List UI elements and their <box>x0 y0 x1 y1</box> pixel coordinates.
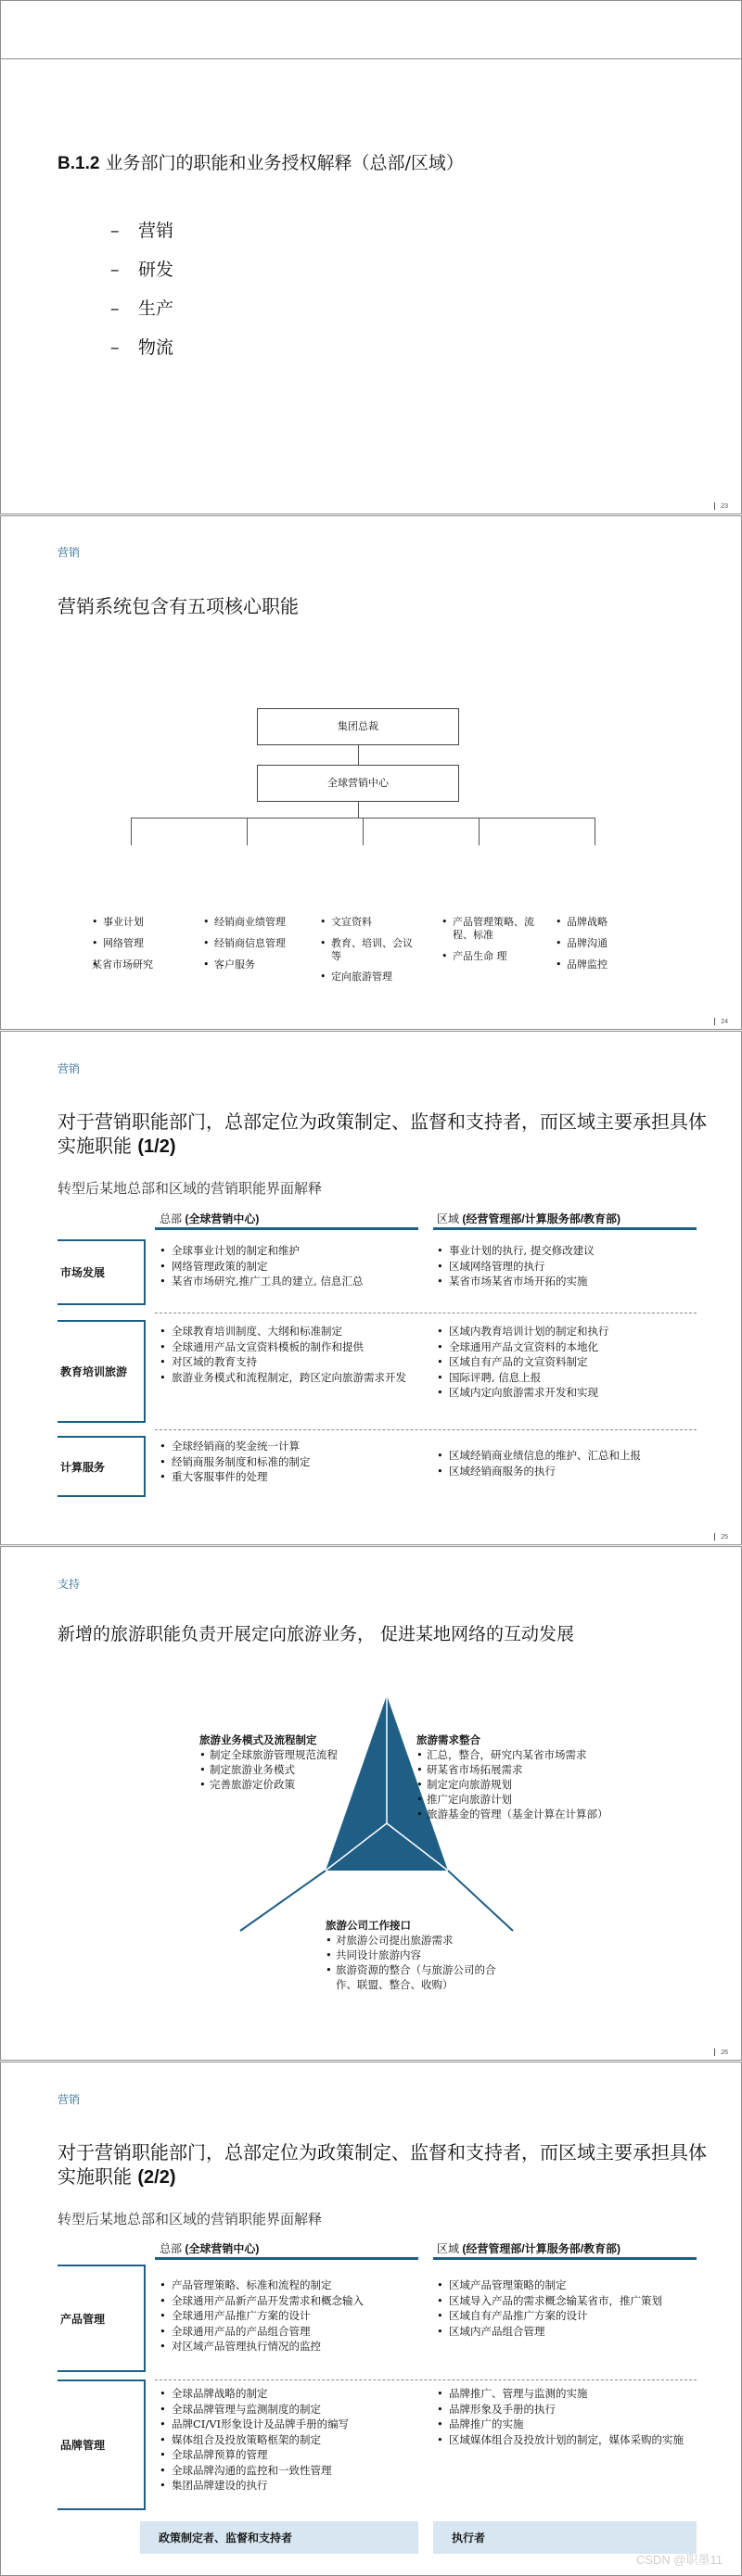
function-column <box>320 916 413 992</box>
region-header: 区域 (经营管理部/计算服务部/教育部) <box>437 1212 621 1225</box>
function-column <box>441 916 534 971</box>
connector <box>358 802 359 818</box>
row-divider <box>155 2379 697 2380</box>
hq-header: 总部 (全球营销中心) <box>160 1212 260 1225</box>
region-header-rule <box>433 1227 697 1230</box>
connector <box>247 818 248 845</box>
block-heading: 旅游需求整合 <box>416 1733 480 1746</box>
connector <box>131 818 132 845</box>
list-item: • 品牌战略 <box>556 916 639 929</box>
list-item: • 网络管理 <box>92 937 194 950</box>
page-number: 23 <box>714 502 728 510</box>
region-header-rule <box>433 2257 697 2260</box>
region-header: 区域 (经营管理部/计算服务部/教育部) <box>437 2242 621 2255</box>
row-label: 产品管理 <box>58 2265 146 2372</box>
slide-title: 对于营销职能部门，总部定位为政策制定、监督和支持者，而区域主要承担具体实施职能 (1/2) <box>58 1110 707 1157</box>
list-item: – 生产 <box>110 298 174 319</box>
function-column <box>92 916 194 979</box>
list-item: • 品牌沟通 <box>556 937 639 950</box>
process-block: 旅游业务模式及流程制定 • 制定全球旅游管理规范流程 • 制定旅游业务模式 • 完善旅游定价政策 <box>199 1732 385 1792</box>
list-item: • 产品生命 理 <box>441 950 534 963</box>
list-item: – 物流 <box>110 337 174 358</box>
org-box-president: 集团总裁 <box>257 708 459 745</box>
row-divider <box>155 1429 697 1430</box>
hq-cell: • 全球品牌战略的制定 • 全球品牌管理与监测制度的制定 • 品牌CI/VI形象设计及品牌手册的编写 • 媒体组合及投放策略框架的制定 • 全球品牌预算的管理 • 全球品牌沟通的监控和一致性管理 • 集团品牌建设的执行 <box>160 2387 419 2494</box>
slide-4 <box>0 1546 742 2061</box>
section-label: 支持 <box>58 1578 81 1591</box>
page-number: 24 <box>714 1018 728 1025</box>
slide-subtitle: 转型后某地总部和区域的营销职能界面解释 <box>58 2211 323 2227</box>
slide-subtitle: 转型后某地总部和区域的营销职能界面解释 <box>58 1180 323 1197</box>
role-hq: 政策制定者、监督和支持者 <box>140 2521 418 2554</box>
slide-title: 营销系统包含有五项核心职能 <box>58 595 299 617</box>
function-column <box>203 916 305 979</box>
role-region: 执行者 <box>433 2521 697 2554</box>
watermark: CSDN @职墨11 <box>635 2553 723 2567</box>
list-item: • 产品管理策略、流程、标准 <box>441 916 534 942</box>
base-line-left <box>240 1871 326 1931</box>
title-code: B.1.2 <box>58 154 100 173</box>
list-item: • 文宣资料 <box>320 916 413 929</box>
page-number: 26 <box>714 2049 728 2056</box>
list-item: • 经销商业绩管理 <box>203 916 305 929</box>
hq-cell: • 全球教育培训制度、大纲和标准制定 • 全球通用产品文宣资料模板的制作和提供 • 对区域的教育支持 • 旅游业务模式和流程制定，跨区定向旅游需求开发 <box>160 1325 419 1386</box>
row-label: 计算服务 <box>58 1436 146 1497</box>
row-label: 教育培训旅游 <box>58 1320 146 1423</box>
slide-3 <box>0 1031 742 1545</box>
slide-1-title <box>58 149 464 174</box>
slide-title: 新增的旅游职能负责开展定向旅游业务， 促进某地网络的互动发展 <box>58 1624 575 1644</box>
interface-block: 旅游公司工作接口 • 对旅游公司提出旅游需求 • 共同设计旅游内容 • 旅游资源的整合（与旅游公司的合作、联盟、整合、收购） <box>326 1918 516 1992</box>
section-label: 营销 <box>58 2093 81 2106</box>
connector <box>479 818 480 845</box>
connector <box>363 818 364 845</box>
list-item: • 客户服务 <box>203 958 305 971</box>
hq-cell: • 全球经销商的奖金统一计算 • 经销商服务制度和标准的制定 • 重大客服事件的处理 <box>160 1440 419 1486</box>
block-heading: 旅游公司工作接口 <box>326 1919 411 1932</box>
department-list <box>110 211 173 367</box>
list-item: • 经销商信息管理 <box>203 937 305 950</box>
region-cell: • 区域产品管理策略的制定 • 区域导入产品的需求概念输某省市，推广策划 • 区域自有产品推广方案的设计 • 区域内产品组合管理 <box>437 2278 697 2340</box>
hq-cell: • 全球事业计划的制定和维护 • 网络管理政策的制定 • 某省市场研究,推广工具的建立, 信息汇总 <box>160 1244 419 1290</box>
page-number: 25 <box>714 1533 728 1541</box>
section-label: 营销 <box>58 546 81 559</box>
slide-2 <box>0 515 742 1030</box>
top-rule <box>1 58 742 59</box>
demand-block: 旅游需求整合 • 汇总，整合，研究内某省市场需求 • 研某省市场拓展需求 • 制定定向旅游规划 • 推广定向旅游计划 • 旅游基金的管理（基金计算在计算部） <box>416 1732 658 1822</box>
block-heading: 旅游业务模式及流程制定 <box>199 1733 317 1746</box>
row-label: 市场发展 <box>58 1239 146 1305</box>
slide-title: 对于营销职能部门，总部定位为政策制定、监督和支持者，而区域主要承担具体实施职能 (2/2) <box>58 2141 707 2188</box>
list-item: • 品牌监控 <box>556 958 639 971</box>
function-column <box>556 916 639 979</box>
hq-cell: • 产品管理策略、标准和流程的制定 • 全球通用产品新产品开发需求和概念输入 • 全球通用产品推广方案的设计 • 全球通用产品的产品组合管理 • 对区域产品管理执行情况的监控 <box>160 2278 419 2355</box>
region-cell: • 区域经销商业绩信息的维护、汇总和上报 • 区域经销商服务的执行 <box>437 1449 697 1479</box>
list-item: • 事业计划 <box>92 916 194 929</box>
hq-header: 总部 (全球营销中心) <box>160 2242 260 2255</box>
title-text: 业务部门的职能和业务授权解释（总部/区域） <box>105 153 464 173</box>
slide-1 <box>0 0 742 514</box>
row-label: 品牌管理 <box>58 2379 146 2510</box>
slide-5 <box>0 2062 742 2576</box>
list-item: • 教育、培训、会议等 <box>320 937 413 963</box>
section-label: 营销 <box>58 1062 81 1075</box>
region-cell: • 事业计划的执行, 提交修改建议 • 区域网络管理的执行 • 某省市场某省市场开拓的实施 <box>437 1244 697 1290</box>
list-item: • 某省市场研究 <box>92 958 157 971</box>
region-cell: • 区域内教育培训计划的制定和执行 • 全球通用产品文宣资料的本地化 • 区域自有产品的文宣资料制定 • 国际评聘, 信息上报 • 区域内定向旅游需求开发和实现 <box>437 1325 697 1402</box>
hq-header-rule <box>155 1227 418 1230</box>
org-box-marketing-center: 全球营销中心 <box>257 765 459 802</box>
connector <box>358 745 359 765</box>
list-item: – 营销 <box>110 221 174 241</box>
list-item: – 研发 <box>110 260 174 280</box>
region-cell: • 品牌推广、管理与监测的实施 • 品牌形象及手册的执行 • 品牌推广的实施 • 区域媒体组合及投放计划的制定，媒体采购的实施 <box>437 2387 697 2448</box>
list-item: • 定向旅游管理 <box>320 971 413 983</box>
hq-header-rule <box>155 2257 418 2260</box>
